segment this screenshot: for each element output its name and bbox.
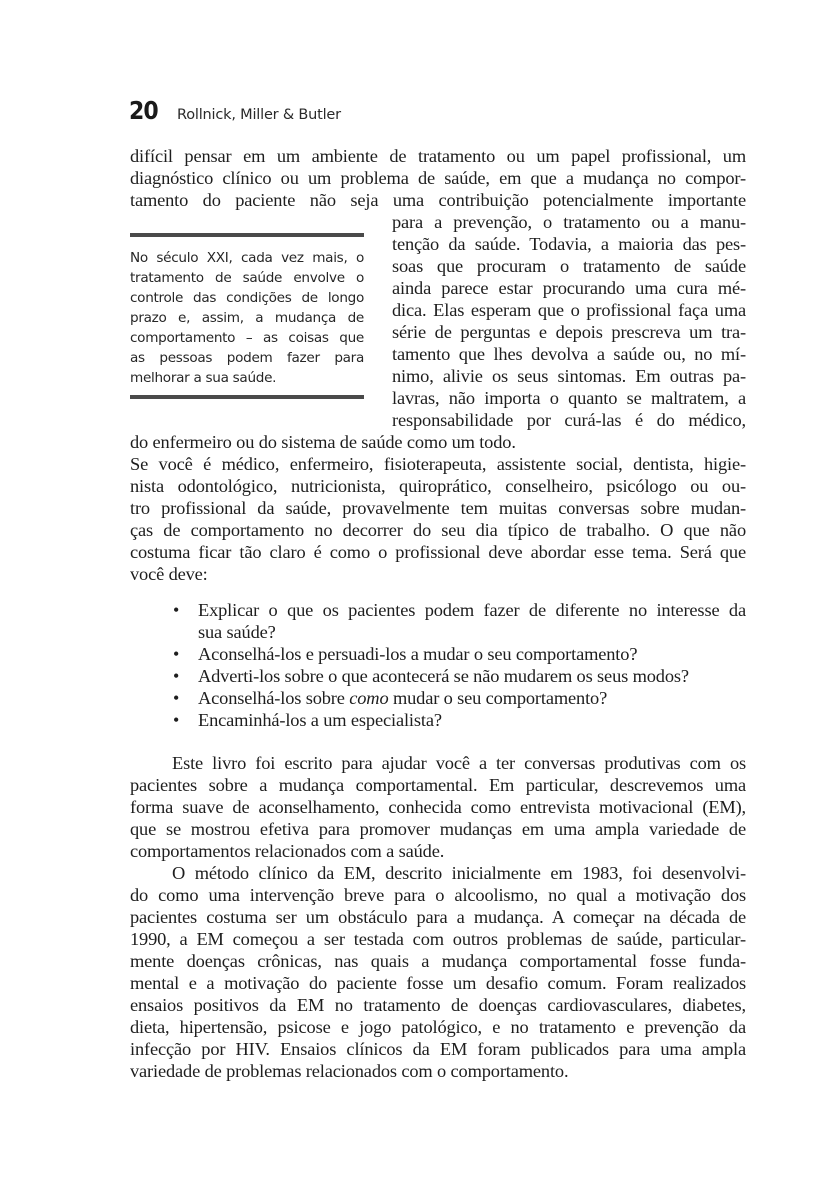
text-line: pacientes sobre a mudança comportamental. Em particular, descrevemos uma [130, 775, 746, 795]
text-line: dieta, hipertensão, psicose e jogo patológico, e no tratamento e prevenção da [130, 1017, 746, 1037]
text-line: Se você é médico, enfermeiro, fisioterapeuta, assistente social, dentista, higie- [130, 454, 746, 474]
text-line: difícil pensar em um ambiente de tratamento ou um papel profissional, um [130, 146, 746, 166]
text-line: responsabilidade por curá-las é do médico, [392, 410, 746, 430]
list-item-text-before: Aconselhá-los sobre [198, 688, 350, 708]
text-line: tro profissional da saúde, provavelmente tem muitas conversas sobre mudan- [130, 498, 746, 518]
page-number: 20 [129, 96, 158, 125]
quote-line: prazo e, assim, a mudança de [130, 310, 364, 326]
page-header [129, 96, 341, 126]
text-line: série de perguntas e depois prescreva um tra- [392, 322, 746, 342]
text-line: mental e a motivação do paciente fosse um desafio comum. Foram realizados [130, 973, 746, 993]
text-line: forma suave de aconselhamento, conhecida como entrevista motivacional (EM), [130, 797, 746, 817]
text-line: para a prevenção, o tratamento ou a manu- [392, 212, 746, 232]
text-line: comportamentos relacionados com a saúde. [130, 841, 445, 861]
sidebar-bottom-rule [130, 395, 364, 399]
text-line: do enfermeiro ou do sistema de saúde como um todo. [130, 432, 516, 452]
list-item-text: Explicar o que os pacientes podem fazer de diferente no interesse da [198, 600, 746, 620]
quote-line: as pessoas podem fazer para [130, 350, 364, 366]
bullet-icon: • [173, 710, 180, 730]
text-line: do como uma intervenção breve para o alcoolismo, no qual a motivação dos [130, 885, 746, 905]
bullet-icon: • [173, 644, 180, 664]
bullet-icon: • [173, 600, 180, 620]
list-item-text-after: mudar o seu comportamento? [388, 688, 608, 708]
list-item-text: Encaminhá-los a um especialista? [198, 710, 442, 730]
quote-line: comportamento – as coisas que [130, 330, 364, 346]
emphasis-word: como [349, 688, 389, 708]
text-line: mente doenças crônicas, nas quais a mudança comportamental fosse funda- [130, 951, 746, 971]
text-line: tenção da saúde. Todavia, a maioria das pes- [392, 234, 746, 254]
list-item-text: Adverti-los sobre o que acontecerá se não mudarem os seus modos? [198, 666, 689, 686]
quote-line: tratamento de saúde envolve o [130, 270, 364, 286]
list-item-text: sua saúde? [198, 622, 276, 642]
text-line: ainda parece estar procurando uma cura mé- [392, 278, 746, 298]
text-line: tamento do paciente não seja uma contribuição potencialmente importante [130, 190, 746, 210]
text-line: costuma ficar tão claro é como o profissional deve abordar esse tema. Será que [130, 542, 746, 562]
text-line: nimo, alivie os seus sintomas. Em outras pa- [392, 366, 746, 386]
text-line: 1990, a EM começou a ser testada com outros problemas de saúde, particular- [130, 929, 746, 949]
running-head: Rollnick, Miller & Butler [177, 107, 341, 123]
sidebar-top-rule [130, 233, 364, 237]
text-line: infecção por HIV. Ensaios clínicos da EM foram publicados para uma ampla [130, 1039, 746, 1059]
list-item-text [198, 687, 607, 709]
quote-line: No século XXI, cada vez mais, o [130, 250, 364, 266]
text-line: pacientes costuma ser um obstáculo para a mudança. A começar na década de [130, 907, 746, 927]
text-line: diagnóstico clínico ou um problema de saúde, em que a mudança no compor- [130, 168, 746, 188]
text-line: nista odontológico, nutricionista, quiroprático, conselheiro, psicólogo ou ou- [130, 476, 746, 496]
quote-line: melhorar a sua saúde. [130, 370, 277, 386]
text-line: lavras, não importa o quanto se maltratem, a [392, 388, 746, 408]
text-line: que se mostrou efetiva para promover mudanças em uma ampla variedade de [130, 819, 746, 839]
text-line: O método clínico da EM, descrito inicialmente em 1983, foi desenvolvi- [172, 863, 746, 883]
text-line: tamento que lhes devolva a saúde ou, no mí- [392, 344, 746, 364]
text-line: dica. Elas esperam que o profissional faça uma [392, 300, 746, 320]
text-line: variedade de problemas relacionados com o comportamento. [130, 1061, 569, 1081]
bullet-icon: • [173, 688, 180, 708]
text-line: ças de comportamento no decorrer do seu dia típico de trabalho. O que não [130, 520, 746, 540]
text-line: ensaios positivos da EM no tratamento de doenças cardiovasculares, diabetes, [130, 995, 746, 1015]
text-line: você deve: [130, 564, 208, 584]
bullet-icon: • [173, 666, 180, 686]
text-line: soas que procuram o tratamento de saúde [392, 256, 746, 276]
quote-line: controle das condições de longo [130, 290, 364, 306]
list-item-text: Aconselhá-los e persuadi-los a mudar o seu comportamento? [198, 644, 638, 664]
text-line: Este livro foi escrito para ajudar você a ter conversas produtivas com os [172, 753, 746, 773]
